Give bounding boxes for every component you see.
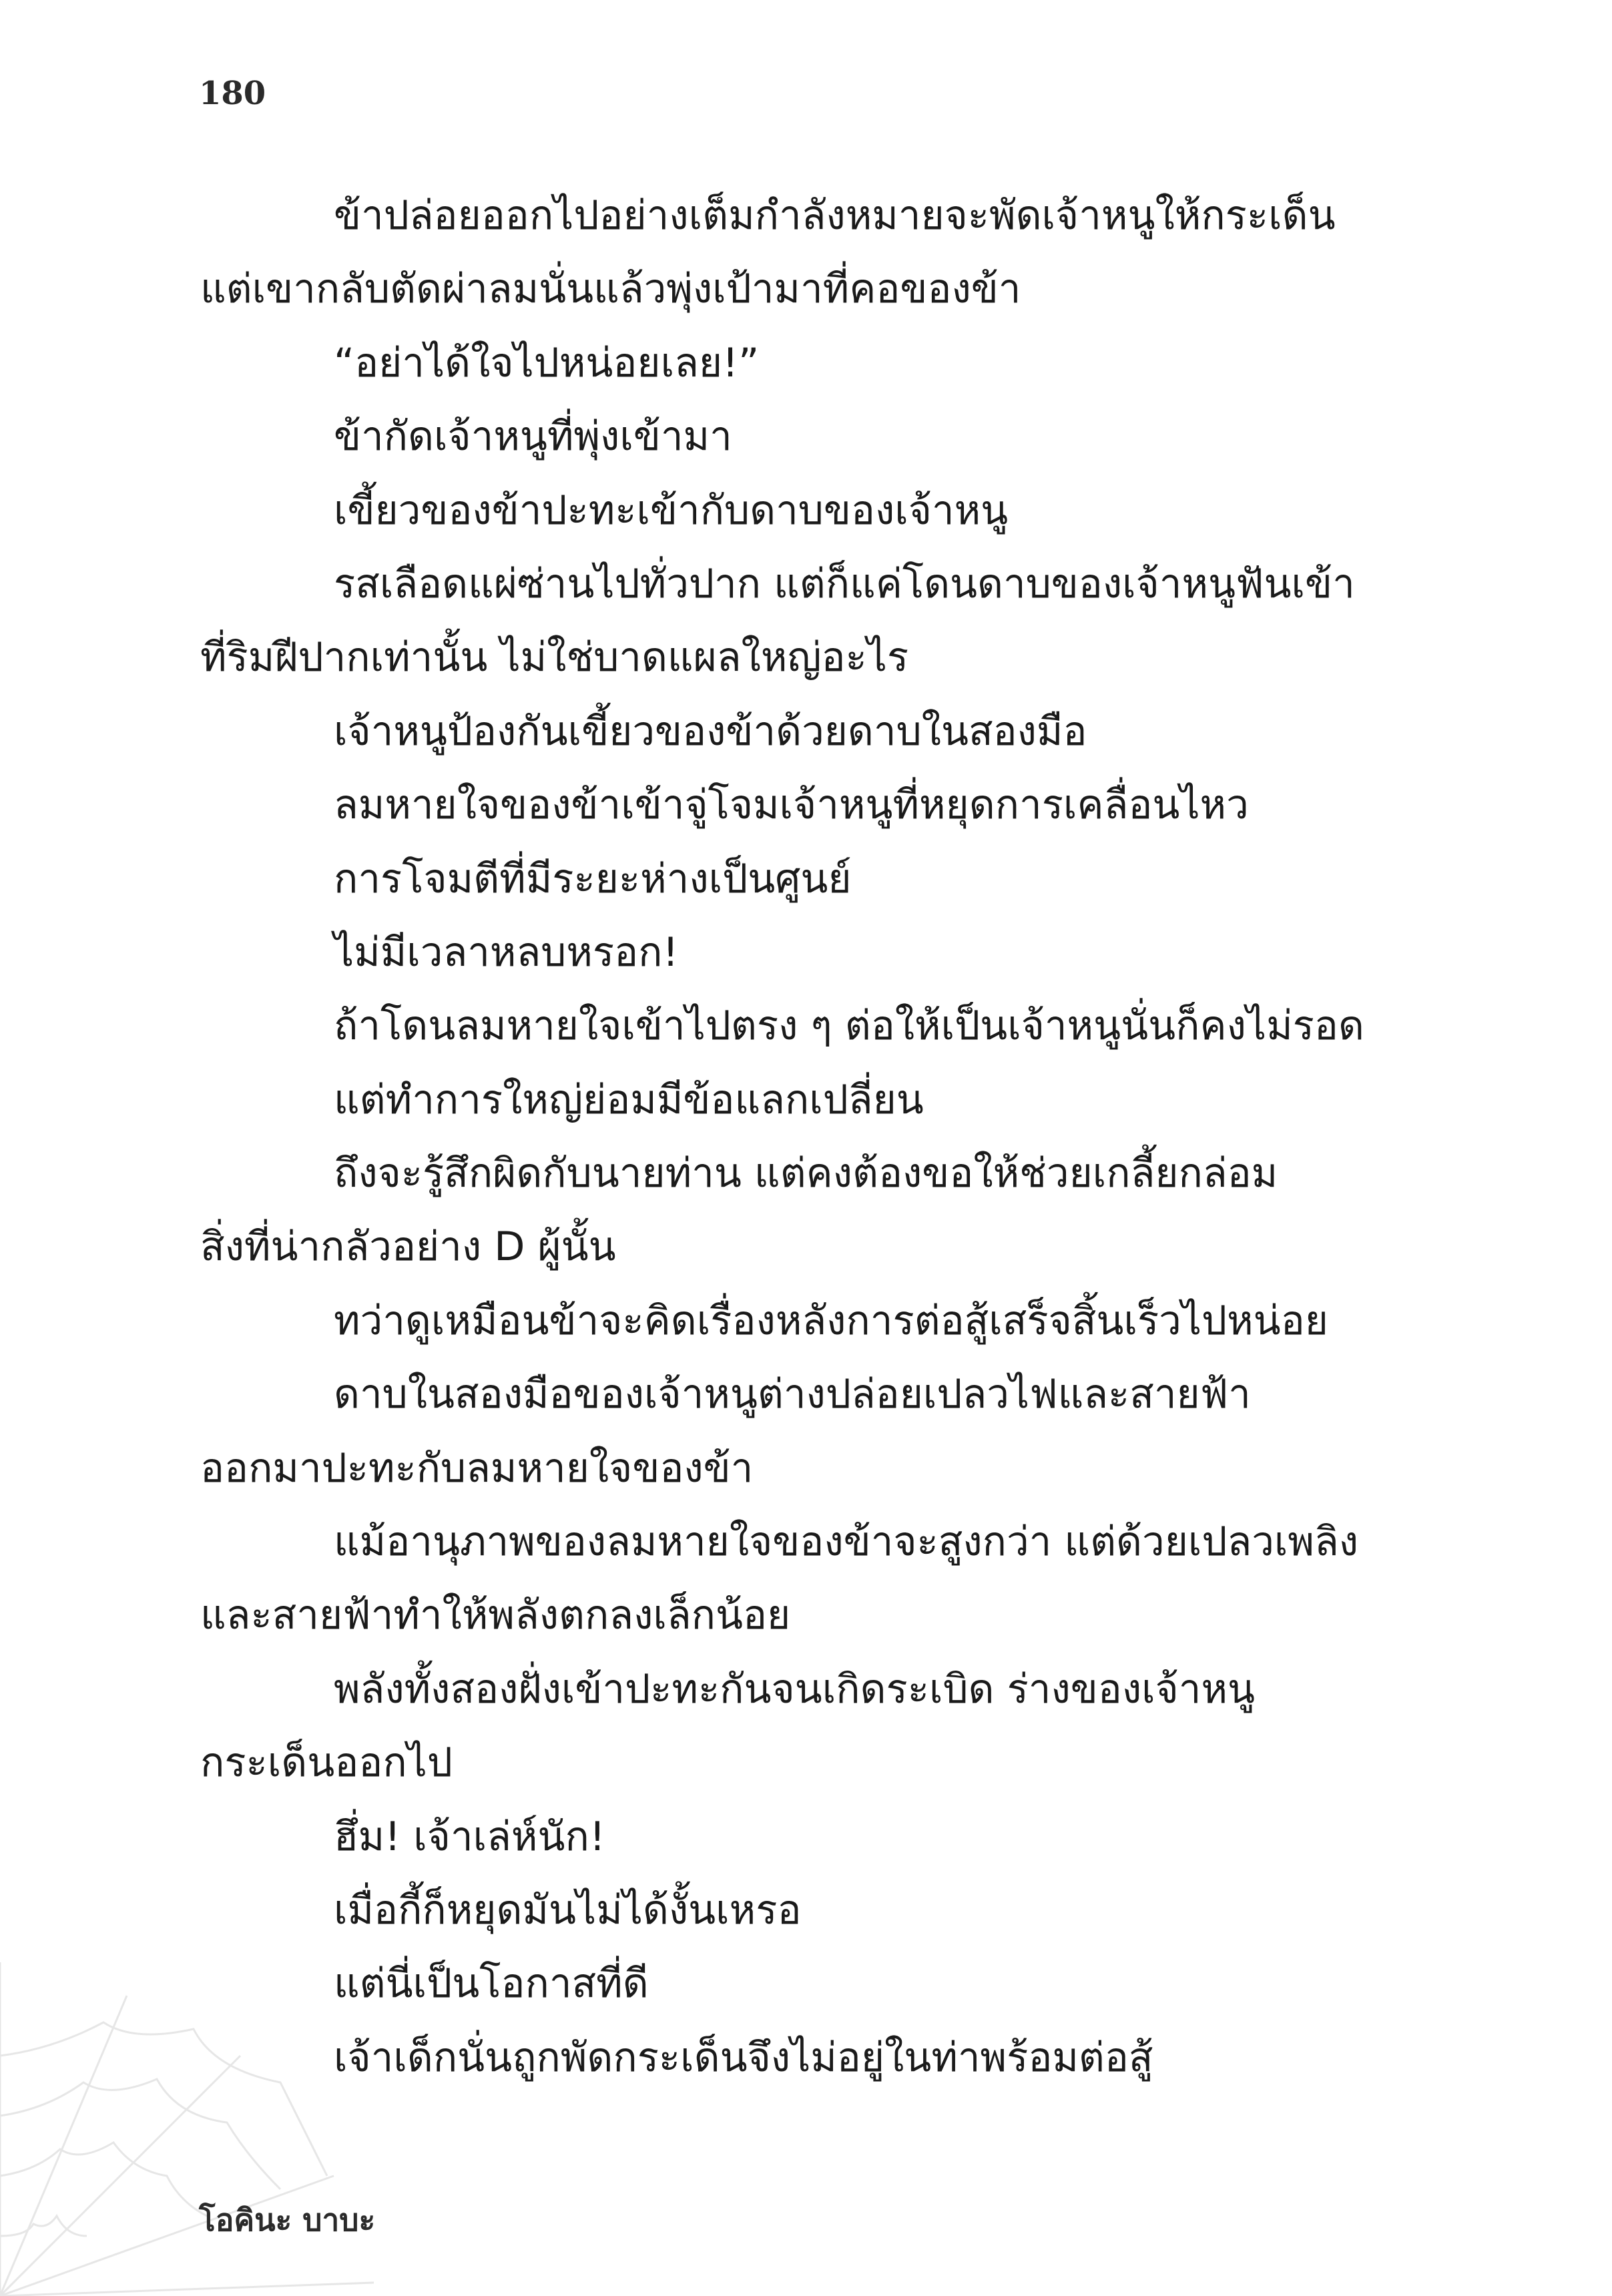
- text-line: ฮึ่ม! เจ้าเล่ห์นัก!: [334, 1813, 605, 1860]
- text-line: ถ้าโดนลมหายใจเข้าไปตรง ๆ ต่อให้เป็นเจ้าหนูนั่นก็คงไม่รอด: [334, 1002, 1364, 1050]
- body-text: [200, 179, 1418, 2094]
- text-line: การโจมตีที่มีระยะห่างเป็นศูนย์: [334, 855, 852, 902]
- text-line: แต่เขากลับตัดผ่าลมนั่นแล้วพุ่งเป้ามาที่คอของข้า: [200, 266, 1021, 313]
- text-line: แต่นี่เป็นโอกาสที่ดี: [334, 1960, 649, 2008]
- text-line: เมื่อกี้ก็หยุดมันไม่ได้งั้นเหรอ: [334, 1886, 802, 1934]
- text-line: ถึงจะรู้สึกผิดกับนายท่าน แต่คงต้องขอให้ช่วยเกลี้ยกล่อม: [334, 1150, 1278, 1197]
- text-line: เจ้าหนูป้องกันเขี้ยวของข้าด้วยดาบในสองมือ: [334, 707, 1087, 755]
- text-line: รสเลือดแผ่ซ่านไปทั่วปาก แต่ก็แค่โดนดาบของเจ้าหนูฟันเข้า: [334, 560, 1355, 607]
- text-line: ทว่าดูเหมือนข้าจะคิดเรื่องหลังการต่อสู้เสร็จสิ้นเร็วไปหน่อย: [334, 1297, 1328, 1344]
- text-line: ข้าปล่อยออกไปอย่างเต็มกำลังหมายจะพัดเจ้าหนูให้กระเด็น: [334, 192, 1336, 239]
- text-line: และสายฟ้าทำให้พลังตกลงเล็กน้อย: [200, 1592, 791, 1639]
- text-line: ที่ริมฝีปากเท่านั้น ไม่ใช่บาดแผลใหญ่อะไร: [200, 634, 909, 681]
- author-name: โอคินะ บาบะ: [199, 2202, 376, 2238]
- text-line: พลังทั้งสองฝั่งเข้าปะทะกันจนเกิดระเบิด ร่างของเจ้าหนู: [334, 1665, 1256, 1713]
- text-line: “อย่าได้ใจไปหน่อยเลย!”: [334, 339, 760, 386]
- text-line: แม้อานุภาพของลมหายใจของข้าจะสูงกว่า แต่ด้วยเปลวเพลิง: [334, 1518, 1359, 1566]
- page-number: 180: [199, 75, 266, 112]
- text-line: สิ่งที่น่ากลัวอย่าง D ผู้นั้น: [200, 1223, 616, 1271]
- text-line: ออกมาปะทะกับลมหายใจของข้า: [200, 1444, 754, 1492]
- text-line: ดาบในสองมือของเจ้าหนูต่างปล่อยเปลวไฟและสายฟ้า: [334, 1371, 1251, 1418]
- text-line: แต่ทำการใหญ่ย่อมมีข้อแลกเปลี่ยน: [334, 1076, 924, 1123]
- text-line: ลมหายใจของข้าเข้าจู่โจมเจ้าหนูที่หยุดการเคลื่อนไหว: [334, 782, 1249, 829]
- text-line: เขี้ยวของข้าปะทะเข้ากับดาบของเจ้าหนู: [334, 487, 1009, 534]
- text-line: เจ้าเด็กนั่นถูกพัดกระเด็นจึงไม่อยู่ในท่าพร้อมต่อสู้: [334, 2034, 1153, 2081]
- text-line: ไม่มีเวลาหลบหรอก!: [334, 928, 679, 976]
- text-line: กระเด็นออกไป: [200, 1739, 453, 1787]
- text-line: ข้ากัดเจ้าหนูที่พุ่งเข้ามา: [334, 413, 732, 461]
